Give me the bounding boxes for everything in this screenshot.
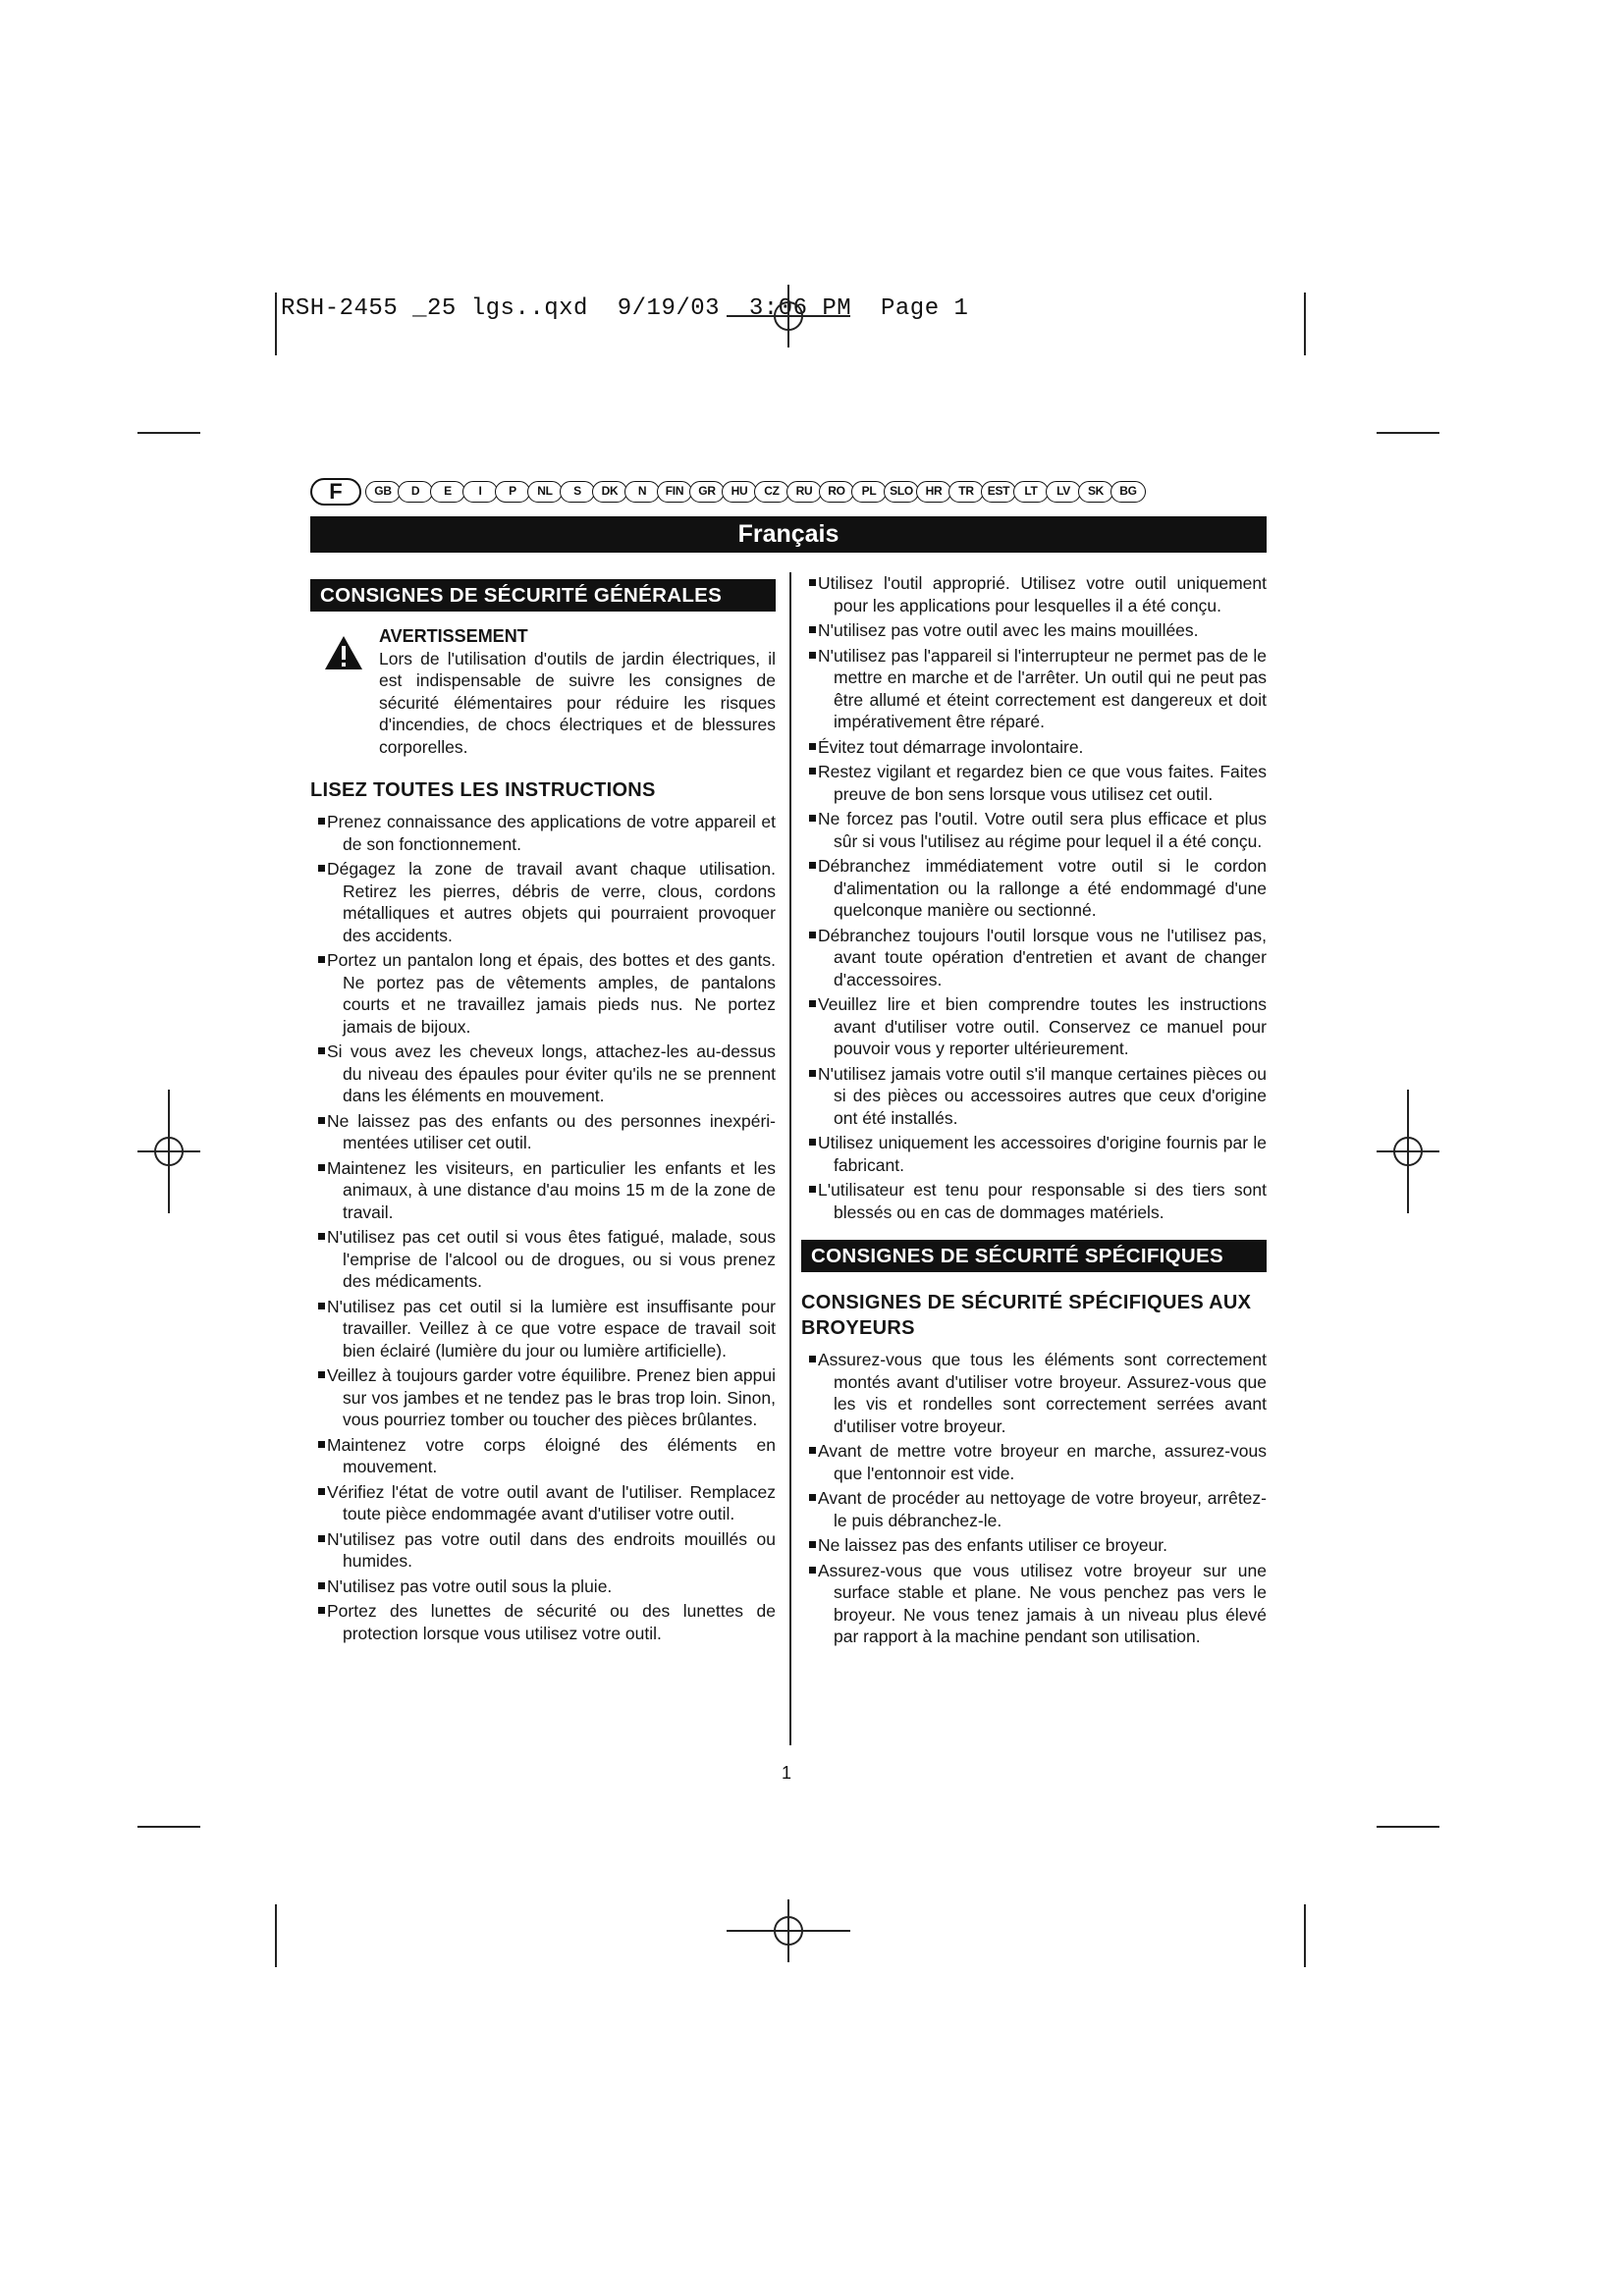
list-item-text: N'utilisez pas votre outil dans des endroits mouillés ou humides. [327,1528,776,1571]
list-item-text: Avant de mettre votre broyeur en marche, assurez-vous que l'entonnoir est vide. [818,1441,1267,1483]
bullet-square-icon [318,1164,325,1171]
list-item-text: Utilisez uniquement les accessoires d'origine fournis par le fabricant. [818,1133,1267,1175]
page-number: 1 [782,1763,792,1783]
language-tab-hr[interactable]: HR [916,481,951,503]
language-tab-dk[interactable]: DK [592,481,627,503]
language-tab-e[interactable]: E [430,481,465,503]
language-tab-est[interactable]: EST [981,481,1016,503]
language-tab-d[interactable]: D [398,481,433,503]
warning-text: Lors de l'utilisation d'outils de jardin électriques, il est indispensable de suivre les consignes de sécurité élémentaires pour réduire les risques d'incendies, de chocs électriques et de blessures corporelles. [379,648,776,757]
bullet-square-icon [809,652,816,659]
bullet-square-icon [809,743,816,750]
crop-mark [275,1904,277,1967]
list-item [310,1110,776,1154]
language-tab-list [365,481,1143,503]
list-item-text: Veillez à toujours garder votre équilibre. Prenez bien appui sur vos jambes et ne tendez pas le bras trop loin. Sinon, vous pourriez tomber ou toucher des pièces brûlantes. [327,1365,776,1429]
bullet-square-icon [318,1233,325,1240]
language-tab-p[interactable]: P [495,481,530,503]
list-item-text: Portez un pantalon long et épais, des bottes et des gants. Ne portez pas de vêtements amples, de pantalons courts et ne travaillez jamais pieds nus. Ne portez jamais de bijoux. [327,950,776,1037]
bullet-square-icon [809,1000,816,1007]
list-item-text: Assurez-vous que vous utilisez votre broyeur sur une surface stable et plane. Ne vous penchez pas vers le broyeur. Ne vous tenez jamais à un niveau plus élevé par rapport à la machine pendant son utilisation. [818,1560,1267,1646]
language-tab-fin[interactable]: FIN [657,481,692,503]
language-tab-pl[interactable]: PL [851,481,887,503]
list-item-text: Restez vigilant et regardez bien ce que vous faites. Faites preuve de bon sens lorsque vous utilisez cet outil. [818,762,1267,804]
list-item [801,736,1267,759]
list-item-text: Ne laissez pas des enfants ou des personnes inexpéri- mentées utiliser cet outil. [327,1110,776,1152]
warning-title: AVERTISSEMENT [379,626,528,646]
crop-mark [1304,1904,1306,1967]
instructions-heading: LISEZ TOUTES LES INSTRUCTIONS [310,779,656,801]
registration-mark-icon [137,1090,200,1213]
list-item [801,645,1267,733]
print-slug: RSH-2455 _25 lgs..qxd 9/19/03 3:06 PM Page 1 [281,295,969,322]
list-item-text: Portez des lunettes de sécurité ou des lunettes de protection lorsque vous utilisez votre outil. [327,1601,776,1643]
crop-mark [137,1826,200,1828]
bullet-square-icon [809,1567,816,1574]
language-tab-lt[interactable]: LT [1013,481,1049,503]
general-safety-list [310,811,776,1644]
list-item [310,1157,776,1224]
registration-mark-icon [727,285,850,347]
list-item-text: Si vous avez les cheveux longs, attachez-les au-dessus du niveau des épaules pour éviter qu'ils ne se prennent dans les éléments en mouvement. [327,1041,776,1105]
crop-mark [1377,1826,1439,1828]
general-safety-list-continued [801,572,1267,1223]
list-item [801,925,1267,991]
list-item-text: Utilisez l'outil approprié. Utilisez votre outil uniquement pour les applications pour lesquelles il a été conçu. [818,573,1267,615]
bullet-square-icon [809,1070,816,1077]
language-tab-nl[interactable]: NL [527,481,563,503]
bullet-square-icon [318,1535,325,1542]
list-item [310,1575,776,1598]
language-tab-s[interactable]: S [560,481,595,503]
bullet-square-icon [809,1447,816,1454]
list-item-text: Maintenez votre corps éloigné des éléments en mouvement. [327,1434,776,1476]
list-item [310,949,776,1038]
bullet-square-icon [809,862,816,869]
list-item-text: L'utilisateur est tenu pour responsable si des tiers sont blessés ou en cas de dommages matériels. [818,1180,1267,1222]
list-item [801,855,1267,922]
list-item [310,1600,776,1644]
list-item [801,1063,1267,1130]
list-item-text: N'utilisez pas cet outil si la lumière est insuffisante pour travailler. Veillez à ce que votre espace de travail soit bien éclairé (lumière du jour ou lumière artificielle). [327,1296,776,1361]
bullet-square-icon [809,1139,816,1146]
left-column [310,579,776,1647]
crop-mark [275,293,277,355]
list-item-text: Vérifiez l'état de votre outil avant de l'utiliser. Remplacez toute pièce endommagée avant d'utiliser votre outil. [327,1481,776,1523]
language-tab-active[interactable]: F [310,478,361,506]
column-divider [789,572,791,1745]
language-tab-ro[interactable]: RO [819,481,854,503]
list-item [801,1132,1267,1176]
list-item [801,1349,1267,1437]
list-item [310,1528,776,1573]
list-item [310,1296,776,1362]
list-item [310,858,776,946]
list-item-text: Avant de procéder au nettoyage de votre broyeur, arrêtez-le puis débranchez-le. [818,1488,1267,1530]
bullet-square-icon [809,932,816,938]
list-item [310,1434,776,1478]
list-item [801,1440,1267,1484]
list-item-text: N'utilisez pas cet outil si vous êtes fatigué, malade, sous l'emprise de l'alcool ou de drogues, ou si vous prenez des médicaments. [327,1227,776,1291]
language-tab-slo[interactable]: SLO [884,481,919,503]
language-banner: Français [310,516,1267,553]
registration-mark-icon [1377,1090,1439,1213]
list-item [801,572,1267,616]
language-tab-bg[interactable]: BG [1110,481,1146,503]
language-tab-hu[interactable]: HU [722,481,757,503]
bullet-square-icon [318,818,325,825]
crop-mark [1377,432,1439,434]
bullet-square-icon [809,1356,816,1362]
bullet-square-icon [318,865,325,872]
bullet-square-icon [318,1582,325,1589]
list-item-text: N'utilisez pas votre outil sous la pluie. [327,1575,613,1596]
language-tab-lv[interactable]: LV [1046,481,1081,503]
bullet-square-icon [809,815,816,822]
bullet-square-icon [809,1186,816,1193]
list-item-text: Évitez tout démarrage involontaire. [818,736,1084,757]
list-item [801,993,1267,1060]
bullet-square-icon [318,1371,325,1378]
warning-triangle-icon [324,635,363,670]
list-item-text: N'utilisez pas l'appareil si l'interrupteur ne permet pas de le mettre en marche et de l'arrêter. Un outil qui ne peut pas être allumé et éteint correctement est dangereux et doit impérativement être réparé. [818,645,1267,731]
bullet-square-icon [809,626,816,633]
list-item-text: Ne forcez pas l'outil. Votre outil sera plus efficace et plus sûr si vous l'utilisez au régime pour lequel il a été conçu. [818,809,1267,851]
bullet-square-icon [809,579,816,586]
bullet-square-icon [318,1488,325,1495]
list-item [310,811,776,855]
list-item [801,1487,1267,1531]
bullet-square-icon [809,1541,816,1548]
list-item-text: Dégagez la zone de travail avant chaque utilisation. Retirez les pierres, débris de verre, clous, cordons métalliques et autres objets qui pourraient provoquer des accidents. [327,859,776,945]
language-tab-cz[interactable]: CZ [754,481,789,503]
list-item [801,761,1267,805]
language-tab-tr[interactable]: TR [948,481,984,503]
list-item-text: Ne laissez pas des enfants utiliser ce broyeur. [818,1535,1168,1555]
section-title-general: CONSIGNES DE SÉCURITÉ GÉNÉRALES [310,579,776,612]
right-column [801,572,1267,1651]
shredder-heading: CONSIGNES DE SÉCURITÉ SPÉCIFIQUES AUX BROYEURS [801,1292,1252,1339]
list-item [801,619,1267,642]
bullet-square-icon [809,1494,816,1501]
crop-mark [137,432,200,434]
bullet-square-icon [318,1117,325,1124]
language-tab-ru[interactable]: RU [786,481,822,503]
list-item [310,1364,776,1431]
language-tab-gb[interactable]: GB [365,481,401,503]
bullet-square-icon [809,768,816,774]
language-tab-sk[interactable]: SK [1078,481,1113,503]
list-item-text: Débranchez immédiatement votre outil si le cordon d'alimentation ou la rallonge a été endommagé d'une quelconque manière ou sectionné. [818,856,1267,920]
list-item-text: Débranchez toujours l'outil lorsque vous ne l'utilisez pas, avant toute opération d'entretien et avant de changer d'accessoires. [818,925,1267,989]
language-tab-n[interactable]: N [624,481,660,503]
language-tab-gr[interactable]: GR [689,481,725,503]
section-title-specific: CONSIGNES DE SÉCURITÉ SPÉCIFIQUES [801,1240,1267,1272]
registration-mark-icon [727,1899,850,1962]
language-tab-i[interactable]: I [462,481,498,503]
list-item-text: N'utilisez pas votre outil avec les mains mouillées. [818,620,1199,640]
bullet-square-icon [318,1303,325,1309]
list-item [310,1041,776,1107]
list-item [310,1226,776,1293]
list-item [801,808,1267,852]
bullet-square-icon [318,1441,325,1448]
list-item [801,1534,1267,1557]
crop-mark [1304,293,1306,355]
list-item-text: Assurez-vous que tous les éléments sont correctement montés avant d'utiliser votre broyeur. Assurez-vous que les vis et rondelles sont correctement serrées avant d'utiliser votre broyeur. [818,1350,1267,1436]
list-item-text: Veuillez lire et bien comprendre toutes les instructions avant d'utiliser votre outil. Conservez ce manuel pour pouvoir vous y reporter ultérieurement. [818,994,1267,1058]
bullet-square-icon [318,1047,325,1054]
list-item-text: Prenez connaissance des applications de votre appareil et de son fonctionnement. [327,812,776,854]
list-item [310,1481,776,1525]
bullet-square-icon [318,1607,325,1614]
bullet-square-icon [318,956,325,963]
list-item-text: Maintenez les visiteurs, en particulier les enfants et les animaux, à une distance d'au moins 15 m de la zone de travail. [327,1157,776,1222]
list-item [801,1560,1267,1648]
language-tabs [310,478,1267,506]
warning-block [310,625,776,758]
list-item-text: N'utilisez jamais votre outil s'il manque certaines pièces ou si des pièces ou accessoires autres que ceux d'origine ont été installés. [818,1063,1267,1128]
list-item [801,1179,1267,1223]
shredder-safety-list [801,1349,1267,1648]
